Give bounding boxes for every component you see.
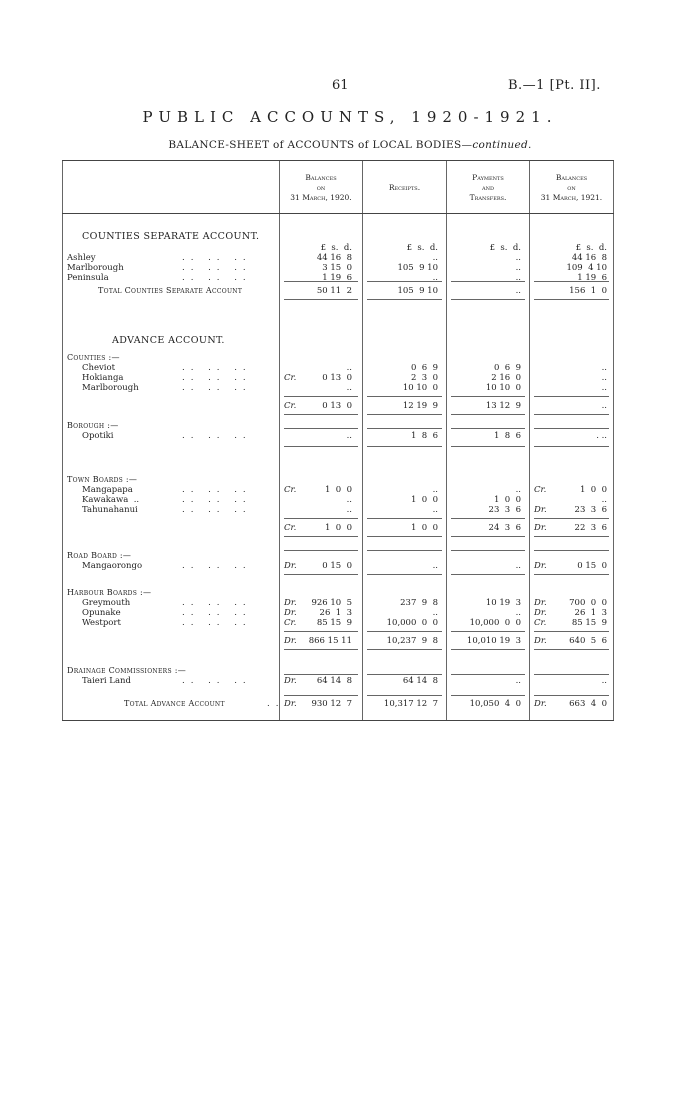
leader-dots: .. .. .. (182, 598, 252, 608)
leader-dots: .. .. .. (182, 253, 252, 263)
balance-sign: Dr. (284, 636, 297, 646)
sum-rule (284, 649, 358, 650)
leader-dots: .. (267, 699, 285, 709)
balance-sign: Dr. (284, 561, 297, 571)
amount-cell: 2 3 0 (410, 373, 438, 383)
sum-rule (284, 574, 358, 575)
amount-cell: 105 9 10 (397, 286, 438, 296)
row-label: Greymouth (82, 598, 131, 608)
amount-cell: 26 1 3 (319, 608, 352, 618)
group-label: Drainage Commissioners :— (67, 666, 187, 675)
amount-cell: .. (346, 383, 352, 393)
table-border-right (613, 161, 614, 720)
leader-dots: .. .. .. (182, 273, 252, 283)
sum-rule (451, 674, 525, 675)
sum-rule (451, 631, 525, 632)
sum-rule (367, 414, 442, 415)
sum-rule (534, 536, 609, 537)
balance-sign: Cr. (284, 485, 297, 495)
col-header-line: Balances (555, 173, 588, 182)
balance-sign: Dr. (534, 699, 547, 709)
sum-rule (451, 649, 525, 650)
amount-cell: .. (515, 273, 521, 283)
sum-rule (367, 695, 442, 696)
amount-cell: 930 12 7 (311, 699, 352, 709)
col-header-balances-1920 (280, 173, 362, 203)
leader-dots: .. .. .. (182, 561, 252, 571)
sum-rule (367, 446, 442, 447)
section-heading-counties: COUNTIES SEPARATE ACCOUNT. (82, 231, 260, 242)
sum-rule (367, 574, 442, 575)
leader-dots: .. .. .. (182, 505, 252, 515)
amount-cell: 1 0 0 (324, 485, 352, 495)
amount-cell: 50 11 2 (316, 286, 352, 296)
amount-cell: .. (515, 676, 521, 686)
amount-cell: .. (346, 495, 352, 505)
sum-rule (284, 446, 358, 447)
group-label: Borough :— (67, 421, 119, 430)
sum-rule (534, 428, 609, 429)
sum-rule (534, 446, 609, 447)
col-header-line: 31 March, 1920. (290, 193, 352, 202)
amount-cell: .. (346, 363, 352, 373)
page-subtitle (0, 139, 700, 151)
sum-rule (284, 281, 358, 282)
col-divider (362, 161, 363, 720)
sum-rule (284, 518, 358, 519)
document-reference: B.—1 [Pt. II]. (508, 78, 601, 93)
sum-rule (284, 428, 358, 429)
amount-cell: 0 6 9 (410, 363, 438, 373)
sum-rule (451, 396, 525, 397)
amount-cell: 44 16 8 (571, 253, 607, 263)
amount-cell: 1 0 0 (493, 495, 521, 505)
amount-cell: 1 0 0 (579, 485, 607, 495)
amount-cell: 23 3 6 (574, 505, 607, 515)
sum-rule (284, 674, 358, 675)
sum-rule (451, 446, 525, 447)
group-label: Town Boards :— (67, 475, 138, 484)
row-label: Hokianga (82, 373, 124, 383)
sum-rule (367, 649, 442, 650)
sum-rule (534, 299, 609, 300)
sum-rule (367, 631, 442, 632)
sum-rule (534, 550, 609, 551)
amount-cell: 2 16 0 (491, 373, 521, 383)
row-label: Cheviot (82, 363, 116, 373)
amount-cell: 23 3 6 (488, 505, 521, 515)
amount-cell: .. (601, 383, 607, 393)
subtitle-main: BALANCE-SHEET of ACCOUNTS of LOCAL BODIES (168, 139, 462, 151)
row-label: Tahunahanui (82, 505, 138, 515)
sum-rule (284, 536, 358, 537)
row-label: Marlborough (82, 383, 139, 393)
sum-rule (451, 574, 525, 575)
sum-rule (451, 414, 525, 415)
total-label: Total Counties Separate Account (98, 286, 243, 295)
leader-dots: .. .. .. (182, 676, 252, 686)
amount-cell: 22 3 6 (574, 523, 607, 533)
col-divider (446, 161, 447, 720)
balance-sign: Cr. (284, 618, 297, 628)
col-header-line: Transfers. (469, 193, 507, 202)
amount-cell: 44 16 8 (316, 253, 352, 263)
sum-rule (367, 674, 442, 675)
table-border-left (62, 161, 63, 720)
amount-cell: 85 15 9 (316, 618, 352, 628)
col-header-line: Payments (472, 173, 504, 182)
balance-sign: Dr. (284, 598, 297, 608)
amount-cell: 64 14 8 (402, 676, 438, 686)
amount-cell: 3 15 0 (322, 263, 352, 273)
group-label: Road Board :— (67, 551, 132, 560)
leader-dots: .. .. .. (182, 263, 252, 273)
sum-rule (534, 281, 609, 282)
sum-rule (534, 396, 609, 397)
total-label: Total Advance Account (124, 699, 225, 708)
amount-cell: 10 10 0 (485, 383, 521, 393)
amount-cell: 12 19 9 (402, 401, 438, 411)
col-divider (279, 161, 280, 720)
col-header-balances-1921 (530, 173, 613, 203)
header-rule (62, 213, 614, 214)
amount-cell: 1 19 6 (577, 273, 607, 283)
row-label: Opunake (82, 608, 121, 618)
sum-rule (534, 649, 609, 650)
amount-cell: 10,050 4 0 (469, 699, 521, 709)
subtitle-continued: —continued. (461, 139, 532, 151)
row-label: Peninsula (67, 273, 109, 283)
col-header-line: on (316, 183, 326, 192)
balance-sign: Dr. (534, 505, 547, 515)
amount-cell: .. (346, 431, 352, 441)
row-label: Marlborough (67, 263, 124, 273)
amount-cell: 0 15 0 (322, 561, 352, 571)
sum-rule (534, 631, 609, 632)
amount-cell: 10 10 0 (402, 383, 438, 393)
sum-rule (451, 281, 525, 282)
amount-cell: 1 0 0 (410, 523, 438, 533)
amount-cell: 0 13 0 (322, 373, 352, 383)
sum-rule (367, 396, 442, 397)
sum-rule (534, 695, 609, 696)
sum-rule (451, 695, 525, 696)
amount-cell: 109 4 10 (566, 263, 607, 273)
balance-sign: Cr. (284, 523, 297, 533)
amount-cell: .. (432, 608, 438, 618)
balance-sign: Dr. (534, 561, 547, 571)
leader-dots: .. .. .. (182, 431, 252, 441)
amount-cell: .. (601, 373, 607, 383)
amount-cell: 926 10 5 (311, 598, 352, 608)
col-header-line: Receipts. (388, 183, 421, 192)
group-label: Harbour Boards :— (67, 588, 152, 597)
row-label: Ashley (67, 253, 96, 263)
amount-cell: 1 0 0 (324, 523, 352, 533)
amount-cell: 64 14 8 (316, 676, 352, 686)
amount-cell: 0 13 0 (322, 401, 352, 411)
amount-cell: .. (432, 485, 438, 495)
amount-cell: .. (432, 505, 438, 515)
section-heading-advance: ADVANCE ACCOUNT. (112, 335, 225, 346)
amount-cell: .. (515, 286, 521, 296)
amount-cell: 663 4 0 (569, 699, 607, 709)
page-number: 61 (332, 78, 349, 93)
amount-cell: 10,000 0 0 (469, 618, 521, 628)
amount-cell: .. (515, 253, 521, 263)
balance-sheet-table (62, 160, 614, 721)
sum-rule (284, 550, 358, 551)
leader-dots: .. .. .. (182, 618, 252, 628)
sum-rule (534, 574, 609, 575)
col-divider (529, 161, 530, 720)
amount-cell: 866 15 11 (308, 636, 352, 646)
amount-cell: 10,010 19 3 (466, 636, 521, 646)
amount-cell: 24 3 6 (488, 523, 521, 533)
amount-cell: 237 9 8 (400, 598, 438, 608)
balance-sign: Cr. (534, 485, 547, 495)
sum-rule (367, 428, 442, 429)
sum-rule (534, 414, 609, 415)
amount-cell: .. (515, 263, 521, 273)
amount-cell: 1 8 6 (410, 431, 438, 441)
amount-cell: .. (601, 676, 607, 686)
amount-cell: .. (601, 363, 607, 373)
group-label: Counties :— (67, 353, 120, 362)
amount-cell: 1 19 6 (322, 273, 352, 283)
sum-rule (284, 299, 358, 300)
balance-sign: Dr. (284, 699, 297, 709)
sum-rule (451, 550, 525, 551)
leader-dots: .. .. .. (182, 608, 252, 618)
amount-cell: 10 19 3 (485, 598, 521, 608)
balance-sign: Cr. (284, 373, 297, 383)
balance-sign: Dr. (284, 608, 297, 618)
amount-cell: £ s. d. (406, 243, 438, 253)
page-title: PUBLIC ACCOUNTS, 1920-1921. (142, 108, 558, 126)
amount-cell: 0 15 0 (577, 561, 607, 571)
balance-sign: Dr. (534, 523, 547, 533)
sum-rule (284, 396, 358, 397)
sum-rule (534, 518, 609, 519)
sum-rule (367, 550, 442, 551)
sum-rule (367, 518, 442, 519)
amount-cell: .. (515, 561, 521, 571)
amount-cell: 1 0 0 (410, 495, 438, 505)
col-header-line: 31 March, 1921. (540, 193, 603, 202)
row-label: Kawakawa .. (82, 495, 140, 505)
col-header-line: Balances (305, 173, 337, 182)
row-label: Opotiki (82, 431, 114, 441)
amount-cell: 156 1 0 (569, 286, 607, 296)
row-label: Mangaorongo (82, 561, 143, 571)
leader-dots: .. .. .. (182, 383, 252, 393)
row-label: Mangapapa (82, 485, 133, 495)
col-header-payments (447, 173, 529, 203)
row-label: Westport (82, 618, 121, 628)
sum-rule (367, 281, 442, 282)
sum-rule (367, 299, 442, 300)
amount-cell: 640 5 6 (569, 636, 607, 646)
amount-cell: £ s. d. (575, 243, 607, 253)
sum-rule (451, 299, 525, 300)
balance-sign: Dr. (284, 676, 297, 686)
sum-rule (367, 536, 442, 537)
balance-sign: Cr. (534, 618, 547, 628)
amount-cell: 26 1 3 (574, 608, 607, 618)
col-header-line: and (482, 183, 494, 192)
balance-sign: Cr. (284, 401, 297, 411)
col-header-line: on (567, 183, 576, 192)
sum-rule (284, 631, 358, 632)
amount-cell: £ s. d. (320, 243, 352, 253)
amount-cell: .. (601, 495, 607, 505)
amount-cell: .. (601, 401, 607, 411)
balance-sign: Dr. (534, 608, 547, 618)
amount-cell: 0 6 9 (493, 363, 521, 373)
sum-rule (534, 674, 609, 675)
amount-cell: .. (432, 561, 438, 571)
leader-dots: .. .. .. (182, 373, 252, 383)
amount-cell: 10,317 12 7 (383, 699, 438, 709)
amount-cell: .. (432, 273, 438, 283)
sum-rule (451, 536, 525, 537)
balance-sign: Dr. (534, 636, 547, 646)
amount-cell: 105 9 10 (397, 263, 438, 273)
amount-cell: 10,000 0 0 (386, 618, 438, 628)
sum-rule (284, 695, 358, 696)
leader-dots: .. .. .. (182, 495, 252, 505)
sum-rule (451, 428, 525, 429)
leader-dots: .. .. .. (182, 363, 252, 373)
amount-cell: .. (432, 253, 438, 263)
balance-sign: Dr. (534, 598, 547, 608)
amount-cell: . .. (596, 431, 607, 441)
sum-rule (451, 518, 525, 519)
col-header-receipts (363, 183, 446, 193)
amount-cell: 10,237 9 8 (386, 636, 438, 646)
leader-dots: .. .. .. (182, 485, 252, 495)
amount-cell: 85 15 9 (571, 618, 607, 628)
amount-cell: .. (346, 505, 352, 515)
amount-cell: .. (515, 608, 521, 618)
row-label: Taieri Land (82, 676, 131, 686)
sum-rule (284, 414, 358, 415)
amount-cell: 1 8 6 (493, 431, 521, 441)
amount-cell: 13 12 9 (485, 401, 521, 411)
amount-cell: £ s. d. (489, 243, 521, 253)
amount-cell: .. (515, 485, 521, 495)
amount-cell: 700 0 0 (569, 598, 607, 608)
